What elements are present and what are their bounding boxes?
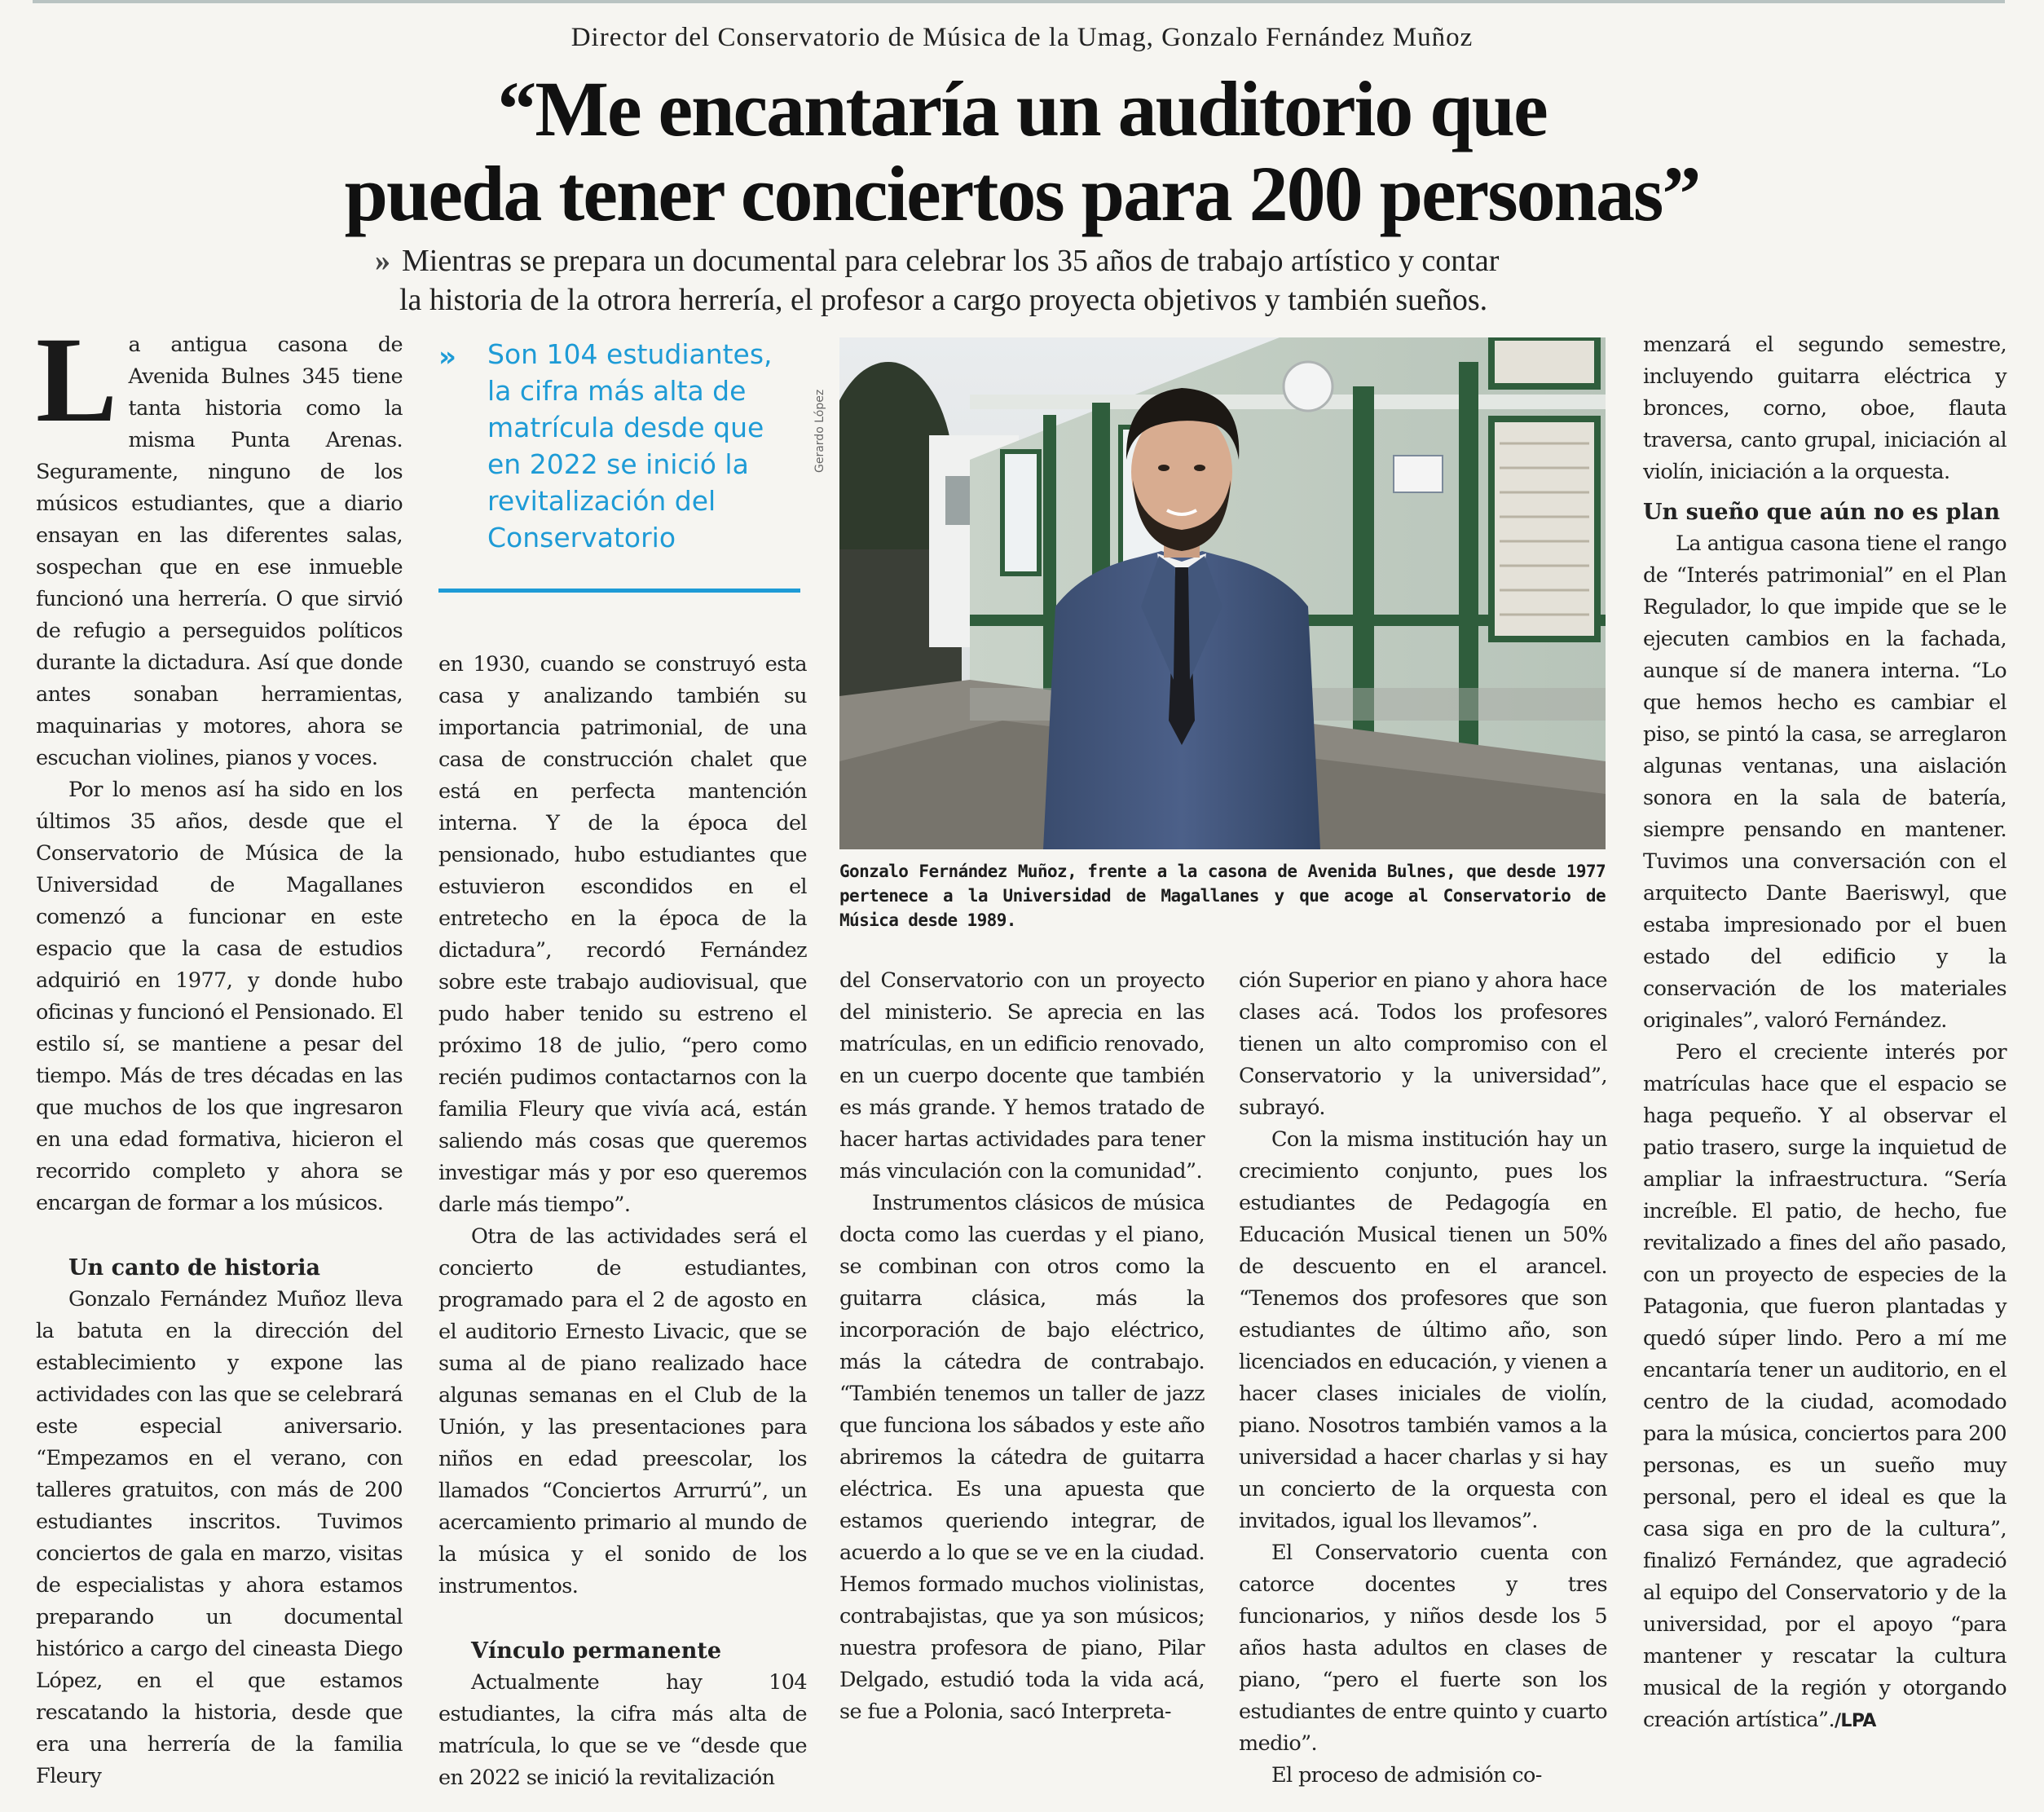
column-4 (1239, 965, 1607, 1792)
column-5 (1643, 329, 2007, 1737)
paragraph: menzará el segundo semestre, incluyendo guitarra eléctrica y bronces, corno, oboe, flauta traversa, canto grupal, iniciación al violín, iniciación a la orquesta. (1643, 333, 2007, 484)
deck-line-1: Mientras se prepara un documental para celebrar los 35 años de trabajo artístico y contar (402, 244, 1500, 278)
author-signature: /LPA (1835, 1711, 1876, 1731)
drop-cap: L (36, 312, 117, 447)
column-3 (839, 965, 1205, 1728)
article-deck (359, 241, 1703, 320)
paragraph: a antigua casona de Avenida Bulnes 345 tiene tanta historia como la misma Punta Arenas. Seguramente, ninguno de los músicos estudiantes, que a diario ensayan en las diferentes salas, sospechan que en ese inmueble funcionó una herrería. O que sirvió de refugio a perseguidos políticos durante la dictadura. Así que donde antes sonaban herramientas, maquinarias y motores, ahora se escuchan violines, pianos y voces. (36, 333, 403, 770)
section-subhead: Un canto de historia (68, 1255, 321, 1281)
photo-credit: Gerardo López (813, 389, 826, 473)
headline-line-1: “Me encantaría un auditorio que (497, 65, 1547, 152)
double-chevron-right-icon: » (375, 244, 390, 278)
paragraph: ción Superior en piano y ahora hace clases acá. Todos los profesores tienen un alto compromiso con el Conservatorio y la universidad”, subrayó. (1239, 968, 1607, 1120)
paragraph: en 1930, cuando se construyó esta casa y analizando también su importancia patrimonial, de una casa de construcción chalet que está en perfecta mantención interna. Y de la época del pensionado, hubo estudiantes que estuvieron escondidos en el entretecho en la época de la dictadura”, recordó Fernández sobre este trabajo audiovisual, que pudo haber tenido su estreno el próximo 18 de julio, “pero como recién pudimos contactarnos con la familia Fleury que vivía acá, están saliendo más cosas que queremos investigar más y por eso queremos darle más tiempo”. (438, 652, 807, 1217)
deck-line-2: la historia de la otrora herrería, el profesor a cargo proyecta objetivos y también sueños. (399, 283, 1488, 317)
paragraph-text: Pero el creciente interés por matrículas hace que el espacio se haga pequeño. Y al observar el patio trasero, surge la inquietud de ampliar la infraestructura. “Sería increíble. El patio, de hecho, fue revitalizado a fines del año pasado, con un proyecto de especies de la Patagonia, que fueron plantadas y quedó súper lindo. Pero a mí me encantaría tener un auditorio, en el centro de la ciudad, acomodado para la música, conciertos para 200 personas, es un sueño muy personal, pero el ideal es que la casa siga en pro de la cultura”, finalizó Fernández, que agradeció al equipo del Conservatorio y de la universidad, por el apoyo “para mantener y rescatar la cultura musical de la región y otorgando creación artística”. (1643, 1040, 2007, 1732)
paragraph: Actualmente hay 104 estudiantes, la cifra más alta de matrícula, lo que se ve “desde que en 2022 se inició la revitalización (438, 1670, 807, 1790)
section-subhead: Vínculo permanente (471, 1638, 722, 1664)
section-subhead: Un sueño que aún no es plan (1643, 500, 2000, 525)
paragraph: La antigua casona tiene el rango de “Interés patrimonial” en el Plan Regulador, lo que impide que se le ejecuten cambios en la fachada, aunque sí de manera interna. “Lo que hemos hecho es cambiar el piso, se pintó la casa, se arreglaron algunas ventanas, una aislación sonora en la sala de batería, siempre pensando en mantener. Tuvimos una conversación con el arquitecto Dante Baeriswyl, que estaba impresionado por el buen estado del edificio y la conservación de los materiales originales”, valoró Fernández. (1643, 531, 2007, 1033)
column-2 (438, 649, 807, 1794)
paragraph: El Conservatorio cuenta con catorce docentes y tres funcionarios, y niños desde los 5 años hasta adultos en clases de piano, “pero el fuerte son los estudiantes de entre quinto y cuarto medio”. (1239, 1541, 1607, 1756)
headline-line-2: pueda tener conciertos para 200 personas” (344, 150, 1700, 237)
pull-quote-text: Son 104 estudiantes, la cifra más alta de matrícula desde que en 2022 se inició la revitalización del Conservatorio (487, 338, 773, 553)
photo-caption: Gonzalo Fernández Muñoz, frente a la casona de Avenida Bulnes, que desde 1977 pertenece a la Universidad de Magallanes y que acoge al Conservatorio de Música desde 1989. (839, 862, 1606, 930)
paragraph: Instrumentos clásicos de música docta como las cuerdas y el piano, se combinan con otros como la guitarra clásica, más la incorporación de bajo eléctrico, más la cátedra de contrabajo. “También tenemos un taller de jazz que funciona los sábados y este año abriremos la cátedra de guitarra eléctrica. Es una apuesta que estamos queriendo integrar, de acuerdo a lo que se ve en la ciudad. Hemos formado muchos violinistas, contrabajistas, que ya son músicos; nuestra profesora de piano, Pilar Delgado, estudió toda la vida acá, se fue a Polonia, sacó Interpreta- (839, 1191, 1205, 1724)
article-photo (839, 337, 1606, 849)
article-headline (0, 67, 2044, 236)
paragraph: El proceso de admisión co- (1271, 1763, 1542, 1788)
paragraph: Otra de las actividades será el concierto de estudiantes, programado para el 2 de agosto en el auditorio Ernesto Livacic, que se suma al de piano realizado hace algunas semanas en el Club de la Unión, y las presentaciones para niños en edad preescolar, los llamados “Conciertos Arrurrú”, un acercamiento primario al mundo de la música y el sonido de los instrumentos. (438, 1224, 807, 1598)
article-kicker: Director del Conservatorio de Música de la Umag, Gonzalo Fernández Muñoz (570, 23, 1474, 52)
top-rule (33, 0, 2005, 3)
pull-quote-rule (438, 589, 800, 593)
column-1 (36, 312, 403, 1792)
paragraph: del Conservatorio con un proyecto del ministerio. Se aprecia en las matrículas, en un edificio renovado, en un cuerpo docente que también es más grande. Y hemos tratado de hacer hartas actividades para tener más vinculación con la comunidad”. (839, 968, 1205, 1184)
paragraph: Por lo menos así ha sido en los últimos 35 años, desde que el Conservatorio de Música de la Universidad de Magallanes comenzó a funcionar en este espacio que la casa de estudios adquirió en 1977, y donde hubo oficinas y funcionó el Pensionado. El estilo sí, se mantiene a pesar del tiempo. Más de tres décadas en las que muchos de los que ingresaron en una edad formativa, hicieron el recorrido completo y ahora se encargan de formar a los músicos. (36, 778, 403, 1215)
pull-quote (438, 336, 800, 556)
paragraph: Con la misma institución hay un crecimiento conjunto, pues los estudiantes de Pedagogía en Educación Musical tienen un 50% de descuento en el arancel. “Tenemos dos profesores que son estudiantes de último año, son licenciados en educación, y vienen a hacer clases iniciales de violín, piano. Nosotros también vamos a la universidad a hacer charlas y si hay un concierto de la orquesta con invitados, igual los llevamos”. (1239, 1127, 1607, 1533)
paragraph (1643, 1037, 2007, 1737)
paragraph: Gonzalo Fernández Muñoz lleva la batuta en la dirección del establecimiento y expone las actividades con las que se celebrará este especial aniversario. “Empezamos en el verano, con talleres gratuitos, con más de 200 estudiantes inscritos. Tuvimos conciertos de gala en marzo, visitas de especialistas y ahora estamos preparando un documental histórico a cargo del cineasta Diego López, en el que estamos rescatando la historia, desde que era una herrería de la familia Fleury (36, 1287, 403, 1788)
double-chevron-right-icon: » (438, 341, 456, 373)
